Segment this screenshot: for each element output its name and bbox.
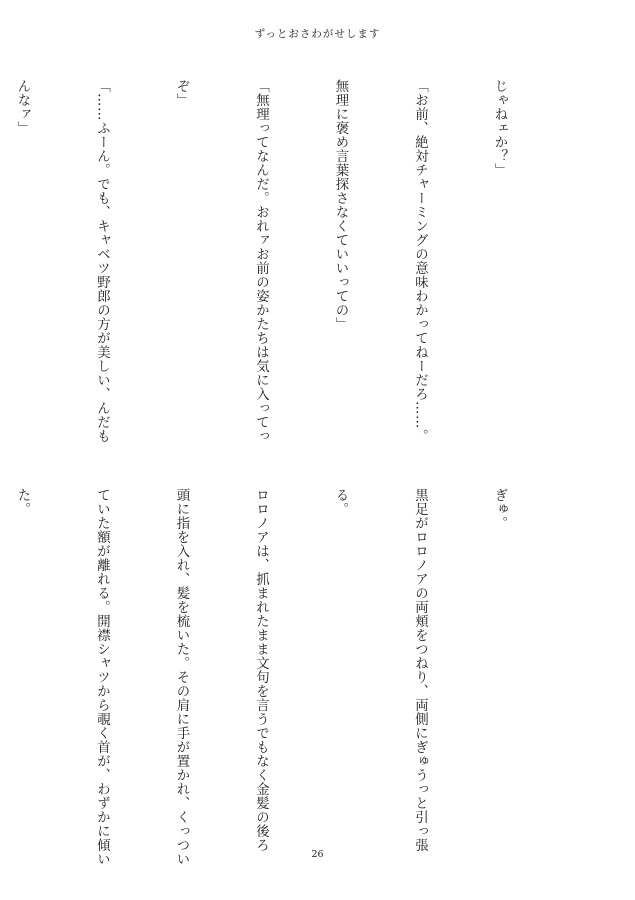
text-line: ぞ」	[174, 79, 189, 107]
text-line: 頭に指を入れ、髪を梳いた。その肩に手が置かれ、くっつい	[174, 488, 189, 866]
text-line: 「無理ってなんだ。おれァお前の姿かたちは気に入ってっ	[253, 79, 269, 443]
text-line: 「お前、絶対チャーミングの意味わかってねーだろ……。	[412, 79, 428, 443]
text-line: 無理に褒め言葉探さなくていいっての」	[333, 79, 348, 331]
text-block-bottom	[0, 488, 565, 868]
running-title: ずっとおさわがせします	[254, 28, 381, 40]
text-line: ぎゅ。	[492, 488, 507, 530]
text-line: んなァ」	[15, 79, 30, 135]
text-line: 「……ふーん。でも、キャベツ野郎の方が美しい、んだも	[94, 79, 110, 443]
text-line: じゃねェか？」	[492, 79, 507, 177]
text-line: 黒足がロロノアの両頬をつねり、両側にぎゅうっと引っ張	[412, 488, 428, 852]
text-line: た。	[15, 488, 30, 516]
page-number: 26	[311, 849, 324, 860]
text-line: ていた額が離れる。開襟シャツから覗く首が、わずかに傾い	[94, 488, 110, 866]
text-block-top	[0, 79, 565, 459]
text-line: る。	[333, 488, 348, 516]
text-line: ロロノアは、抓まれたまま文句を言うでもなく金髪の後ろ	[253, 488, 269, 852]
